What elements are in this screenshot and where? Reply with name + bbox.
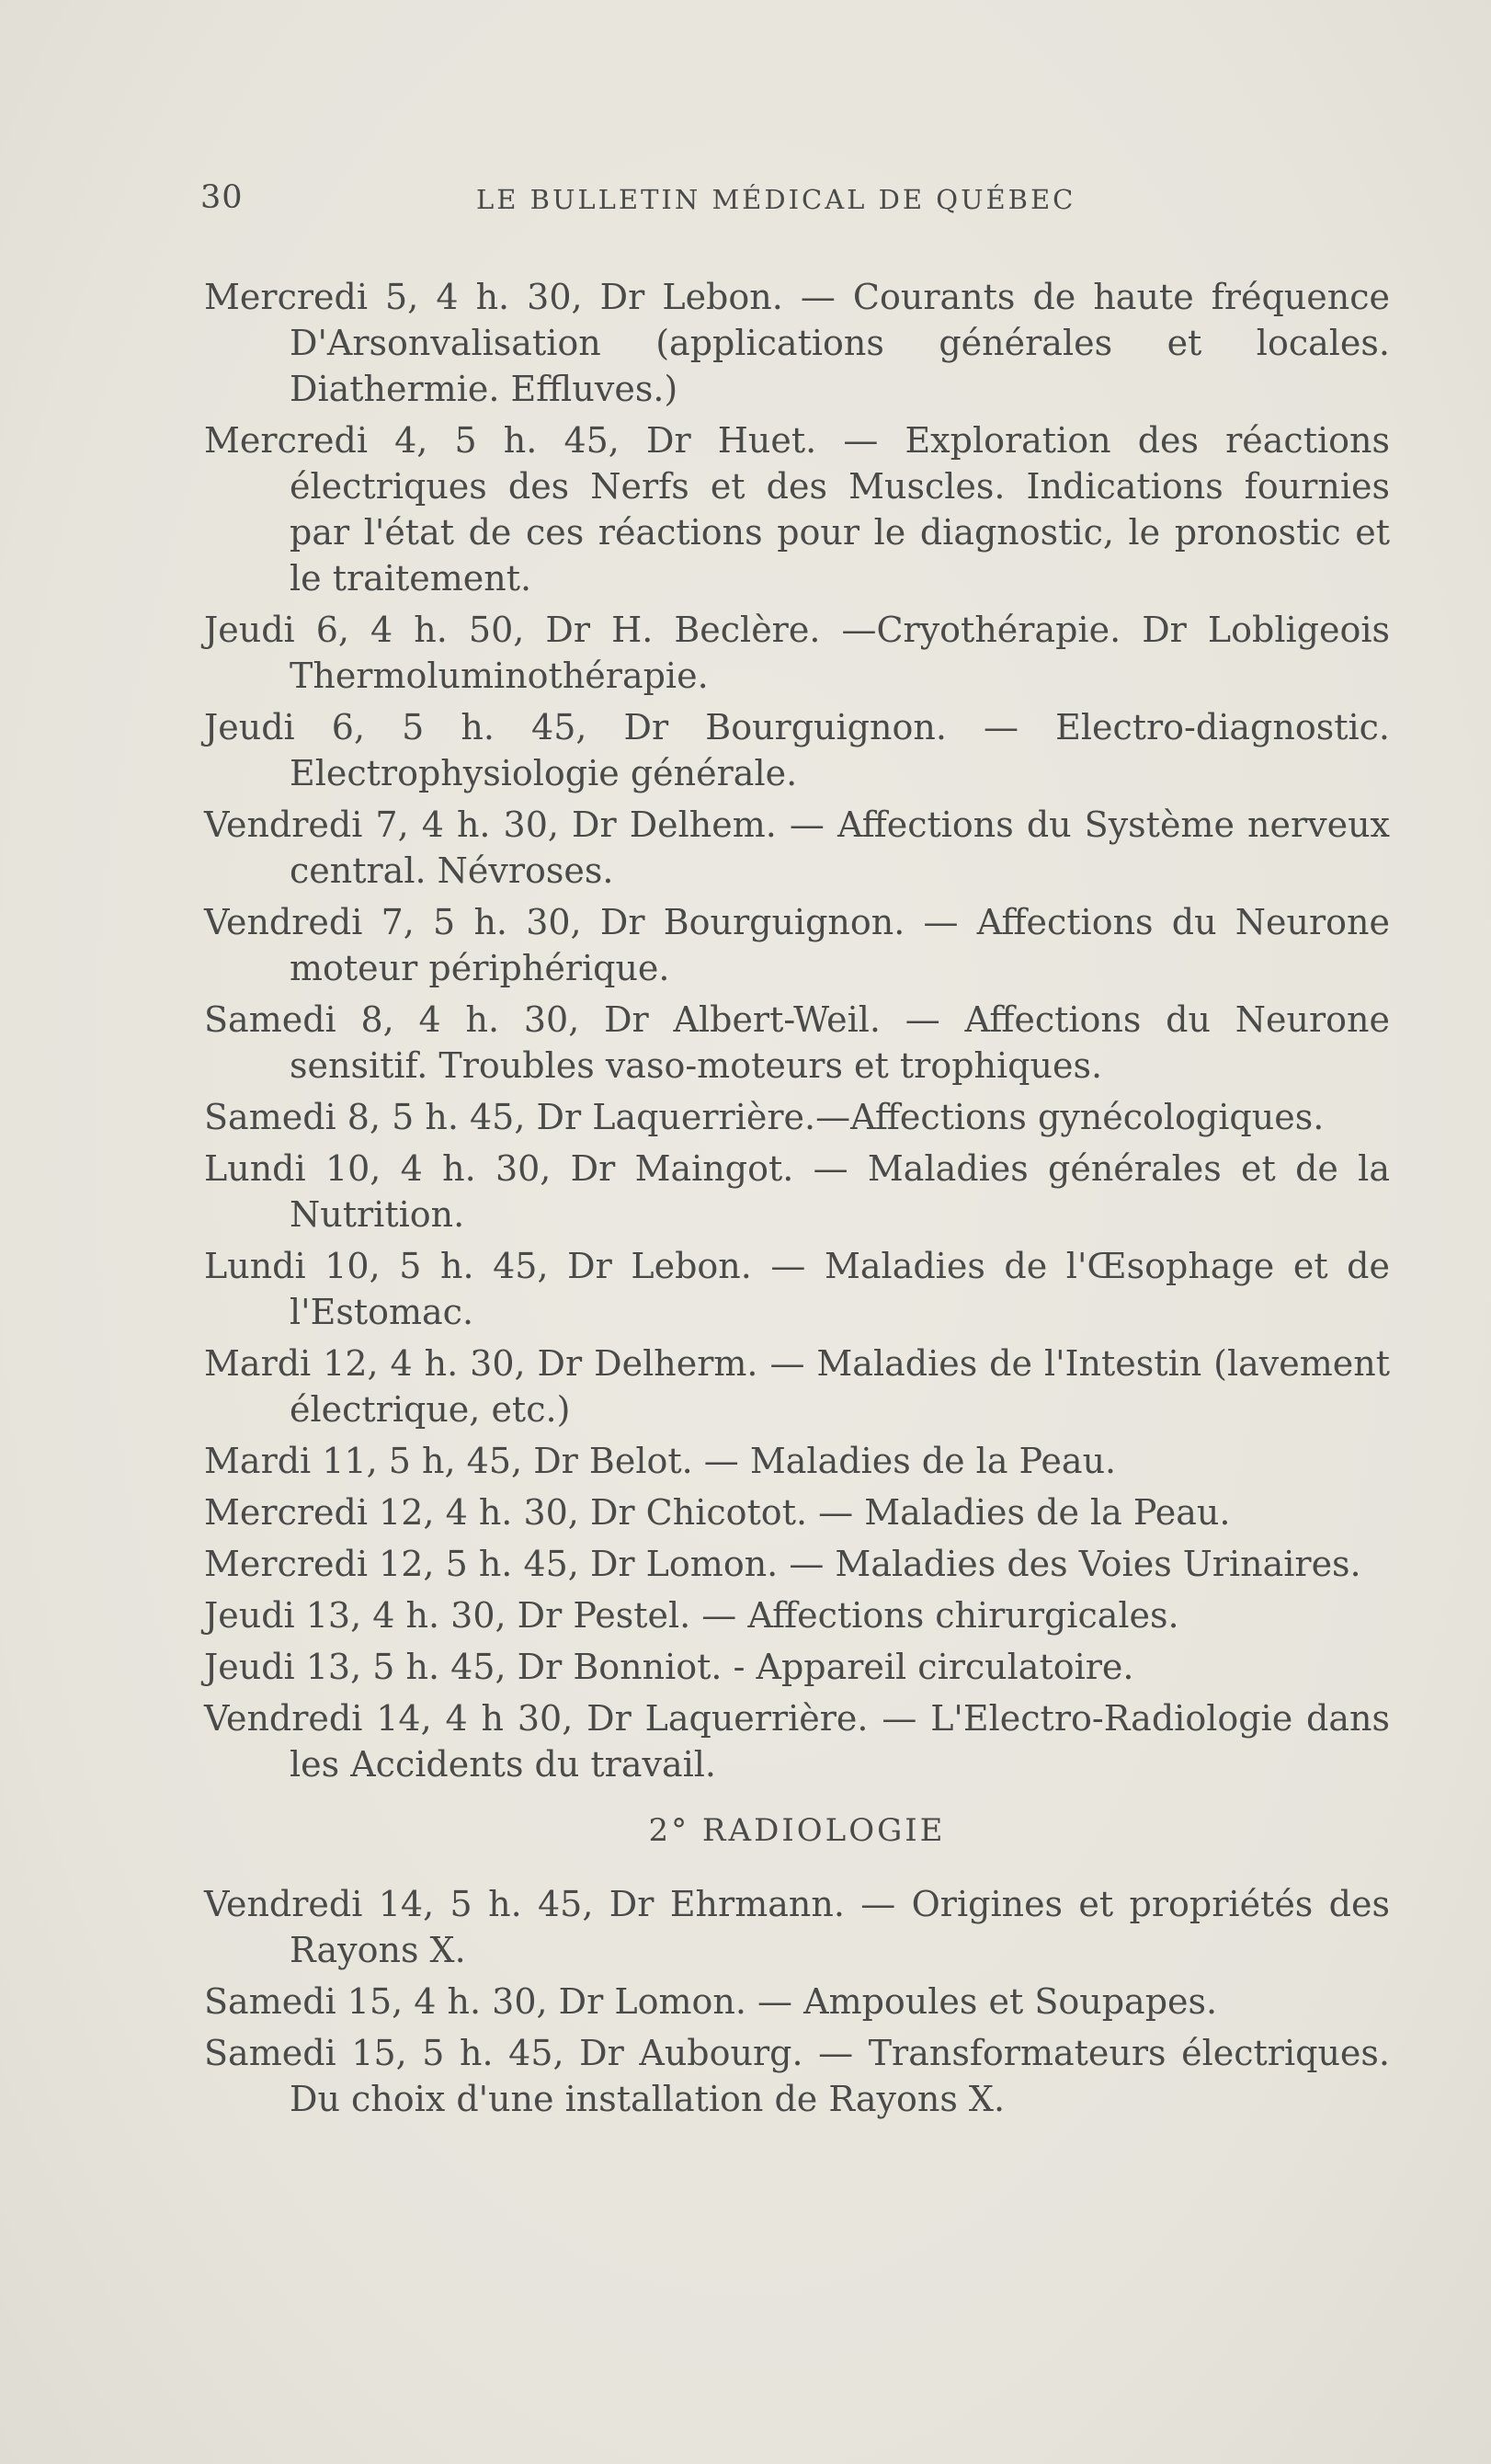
page-content	[204, 274, 1390, 2127]
schedule-entry: Vendredi 14, 4 h 30, Dr Laquerrière. — L'Electro-Radiologie dans les Accidents du travail.	[204, 1698, 1390, 1785]
schedule-entry: Mercredi 5, 4 h. 30, Dr Lebon. — Courants de haute fréquence D'Arsonvalisation (applications générales et locales. Diathermie. Effluves.)	[204, 277, 1390, 409]
schedule-entry: Jeudi 13, 5 h. 45, Dr Bonniot. - Appareil circulatoire.	[204, 1647, 1134, 1687]
section-heading: 2° RADIOLOGIE	[648, 1812, 946, 1849]
schedule-entry: Samedi 15, 5 h. 45, Dr Aubourg. — Transformateurs électriques. Du choix d'une installation de Rayons X.	[204, 2033, 1390, 2119]
schedule-entry: Samedi 8, 5 h. 45, Dr Laquerrière.—Affections gynécologiques.	[204, 1097, 1325, 1137]
schedule-entry: Vendredi 14, 5 h. 45, Dr Ehrmann. — Origines et propriétés des Rayons X.	[204, 1884, 1390, 1970]
schedule-entry: Mercredi 4, 5 h. 45, Dr Huet. — Exploration des réactions électriques des Nerfs et des Muscles. Indications fournies par l'état de ces réactions pour le diagnostic, le pronostic et le traitement.	[204, 420, 1390, 599]
schedule-entry: Samedi 15, 4 h. 30, Dr Lomon. — Ampoules et Soupapes.	[204, 1981, 1218, 2022]
running-title: LE BULLETIN MÉDICAL DE QUÉBEC	[476, 184, 1076, 215]
page-header	[200, 179, 1120, 216]
schedule-entry: Mercredi 12, 4 h. 30, Dr Chicotot. — Maladies de la Peau.	[204, 1492, 1231, 1533]
schedule-entry: Vendredi 7, 4 h. 30, Dr Delhem. — Affections du Système nerveux central. Névroses.	[204, 804, 1390, 891]
schedule-entry: Mardi 11, 5 h, 45, Dr Belot. — Maladies de la Peau.	[204, 1441, 1117, 1481]
page-number: 30	[200, 179, 244, 216]
schedule-entry: Jeudi 6, 5 h. 45, Dr Bourguignon. — Electro-diagnostic. Electrophysiologie générale.	[204, 707, 1390, 793]
schedule-entry: Samedi 8, 4 h. 30, Dr Albert-Weil. — Affections du Neurone sensitif. Troubles vaso-moteurs et trophiques.	[204, 999, 1390, 1086]
schedule-entry: Jeudi 6, 4 h. 50, Dr H. Beclère. —Cryothérapie. Dr Lobligeois Thermoluminothérapie.	[204, 610, 1390, 696]
schedule-entry: Lundi 10, 5 h. 45, Dr Lebon. — Maladies de l'Œsophage et de l'Estomac.	[204, 1246, 1390, 1332]
schedule-entry: Jeudi 13, 4 h. 30, Dr Pestel. — Affections chirurgicales.	[204, 1595, 1179, 1636]
schedule-entry: Mardi 12, 4 h. 30, Dr Delherm. — Maladies de l'Intestin (lavement électrique, etc.)	[204, 1343, 1390, 1430]
schedule-entry: Mercredi 12, 5 h. 45, Dr Lomon. — Maladies des Voies Urinaires.	[204, 1544, 1361, 1584]
schedule-entry: Lundi 10, 4 h. 30, Dr Maingot. — Maladies générales et de la Nutrition.	[204, 1148, 1390, 1235]
schedule-entry: Vendredi 7, 5 h. 30, Dr Bourguignon. — Affections du Neurone moteur périphérique.	[204, 902, 1390, 988]
